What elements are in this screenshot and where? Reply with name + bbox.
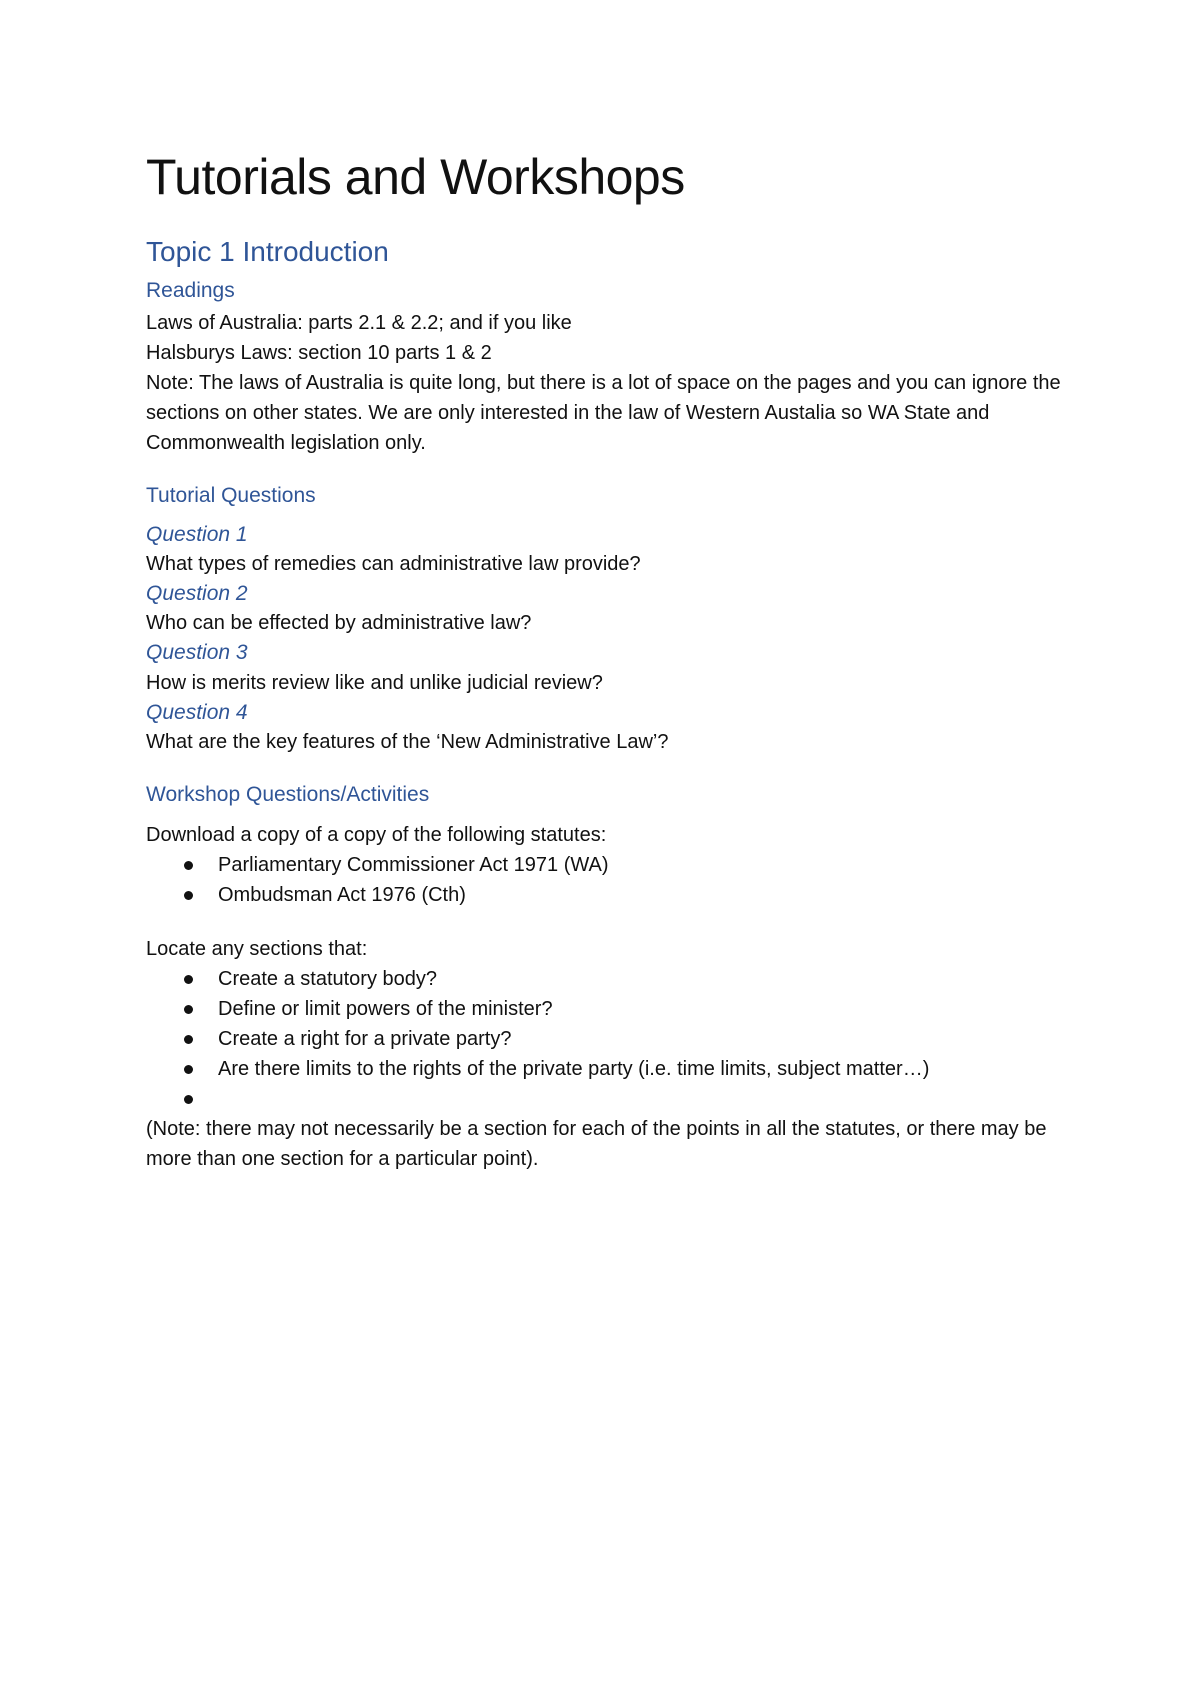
bullet-icon [184,975,193,984]
bullet-icon [184,1035,193,1044]
list-item: Create a statutory body? [184,964,1086,994]
reading-line: Laws of Australia: parts 2.1 & 2.2; and if you like [146,312,572,335]
list-item: Parliamentary Commissioner Act 1971 (WA) [184,850,1086,880]
list-item: Are there limits to the rights of the private party (i.e. time limits, subject matter…) [184,1054,1086,1084]
page-title: Tutorials and Workshops [146,149,685,205]
topic-heading: Topic 1 Introduction [146,236,389,267]
question-label: Question 4 [146,700,248,724]
locate-list [146,964,1086,1114]
bullet-icon [184,861,193,870]
workshop-heading: Workshop Questions/Activities [146,783,430,807]
reading-note: Note: The laws of Australia is quite long, but there is a lot of space on the pages and you can ignore the sections on other states. We are only interested in the law of Western Austalia so WA State and Commonwealth legislation only. [146,372,1061,455]
closing-note: (Note: there may not necessarily be a section for each of the points in all the statutes, or there may be more than one section for a particular point). [146,1118,1047,1171]
bullet-icon [184,891,193,900]
document-page [146,150,1086,1174]
list-item: Ombudsman Act 1976 (Cth) [184,880,1086,910]
question-text: How is merits review like and unlike judicial review? [146,671,603,694]
bullet-icon [184,1005,193,1014]
list-item: Create a right for a private party? [184,1024,1086,1054]
list-item: Define or limit powers of the minister? [184,994,1086,1024]
download-intro: Download a copy of a copy of the following statutes: [146,824,607,847]
question-label: Question 2 [146,581,248,605]
question-label: Question 3 [146,641,248,665]
question-text: Who can be effected by administrative law? [146,612,532,635]
statutes-list [146,850,1086,910]
locate-intro: Locate any sections that: [146,938,368,961]
question-text: What types of remedies can administrative law provide? [146,552,641,575]
bullet-icon [184,1065,193,1074]
reading-line: Halsburys Laws: section 10 parts 1 & 2 [146,342,492,365]
question-text: What are the key features of the ‘New Administrative Law’? [146,731,669,754]
list-item [184,1084,1086,1114]
tutorial-questions-heading: Tutorial Questions [146,484,316,508]
readings-heading: Readings [146,279,235,302]
bullet-icon [184,1095,193,1104]
question-label: Question 1 [146,522,248,546]
